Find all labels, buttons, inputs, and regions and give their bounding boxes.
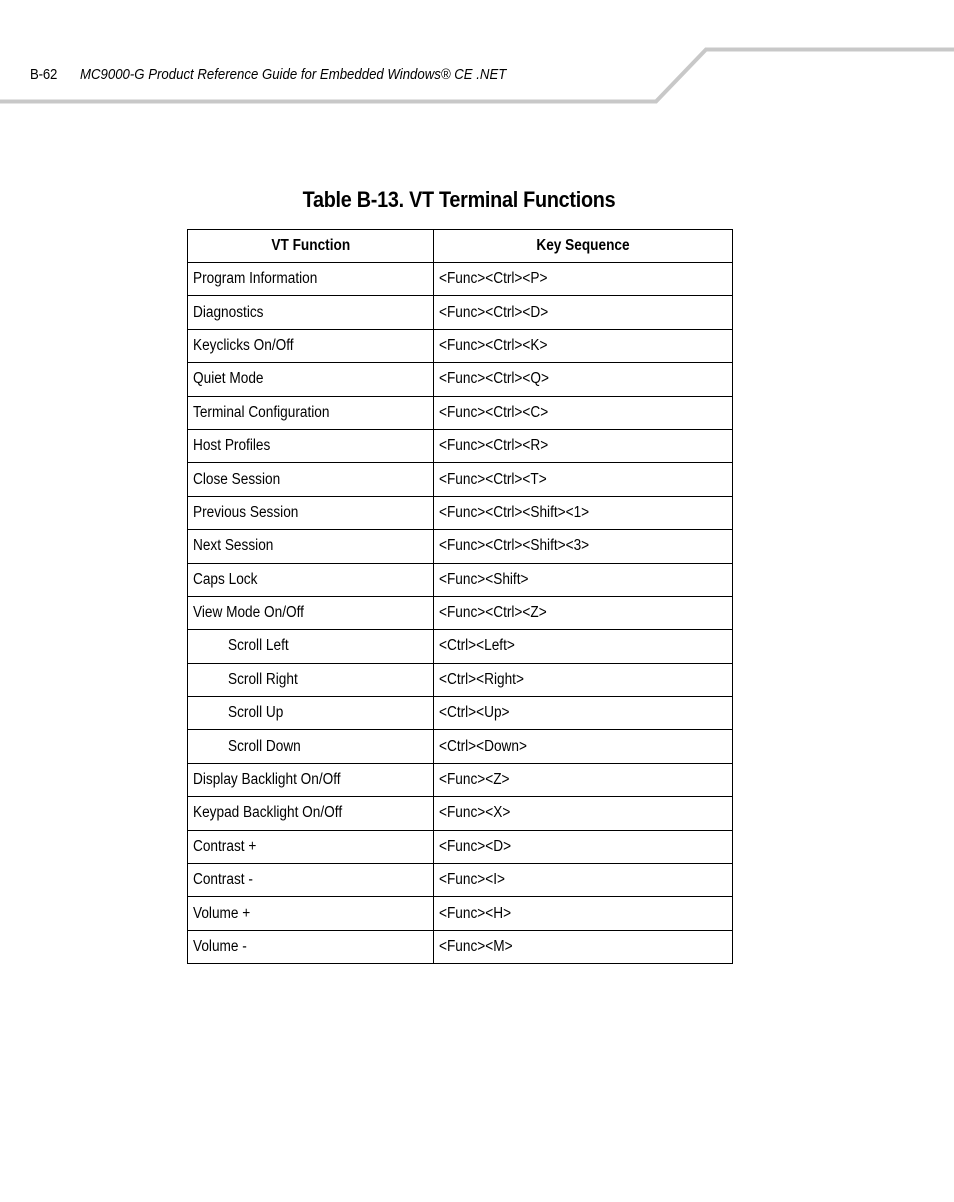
vt-function-cell: Quiet Mode: [188, 363, 434, 396]
table-header-row: [188, 230, 733, 263]
vt-functions-table: [187, 229, 733, 964]
vt-function-cell: Previous Session: [188, 496, 434, 529]
running-title: MC9000-G Product Reference Guide for Embedded Windows® CE .NET: [80, 66, 507, 83]
header-rule: [0, 0, 954, 110]
vt-function-cell: Host Profiles: [188, 429, 434, 462]
page-number: B-62: [30, 66, 58, 83]
vt-function-cell: Volume +: [188, 897, 434, 930]
vt-function-cell: Scroll Right: [188, 663, 434, 696]
table-row: [188, 730, 733, 763]
key-sequence-cell: <Func><I>: [434, 864, 733, 897]
vt-function-cell: Scroll Left: [188, 630, 434, 663]
key-sequence-cell: <Func><D>: [434, 830, 733, 863]
table-row: [188, 530, 733, 563]
vt-function-cell: Close Session: [188, 463, 434, 496]
column-header-key-sequence: Key Sequence: [434, 230, 733, 263]
table-row: [188, 830, 733, 863]
key-sequence-cell: <Func><H>: [434, 897, 733, 930]
key-sequence-cell: <Func><Ctrl><Shift><3>: [434, 530, 733, 563]
table-row: [188, 263, 733, 296]
table-row: [188, 897, 733, 930]
key-sequence-cell: <Func><Ctrl><Z>: [434, 596, 733, 629]
vt-function-cell: Scroll Up: [188, 697, 434, 730]
key-sequence-cell: <Func><Ctrl><Shift><1>: [434, 496, 733, 529]
table-row: [188, 930, 733, 963]
key-sequence-cell: <Ctrl><Left>: [434, 630, 733, 663]
table-title: Table B-13. VT Terminal Functions: [302, 187, 616, 212]
table-row: [188, 463, 733, 496]
key-sequence-cell: <Func><Shift>: [434, 563, 733, 596]
vt-function-cell: Caps Lock: [188, 563, 434, 596]
table-row: [188, 396, 733, 429]
table-row: [188, 763, 733, 796]
vt-function-cell: Keypad Backlight On/Off: [188, 797, 434, 830]
table-row: [188, 329, 733, 362]
vt-function-cell: Diagnostics: [188, 296, 434, 329]
table-row: [188, 496, 733, 529]
vt-function-cell: Terminal Configuration: [188, 396, 434, 429]
key-sequence-cell: <Func><Ctrl><Q>: [434, 363, 733, 396]
key-sequence-cell: <Ctrl><Up>: [434, 697, 733, 730]
table-row: [188, 429, 733, 462]
vt-function-cell: Contrast +: [188, 830, 434, 863]
key-sequence-cell: <Ctrl><Down>: [434, 730, 733, 763]
table-row: [188, 864, 733, 897]
table-row: [188, 296, 733, 329]
table-row: [188, 630, 733, 663]
key-sequence-cell: <Func><Z>: [434, 763, 733, 796]
vt-function-cell: Volume -: [188, 930, 434, 963]
key-sequence-cell: <Ctrl><Right>: [434, 663, 733, 696]
key-sequence-cell: <Func><Ctrl><C>: [434, 396, 733, 429]
vt-function-cell: Scroll Down: [188, 730, 434, 763]
vt-function-cell: Keyclicks On/Off: [188, 329, 434, 362]
key-sequence-cell: <Func><Ctrl><R>: [434, 429, 733, 462]
column-header-vt-function: VT Function: [188, 230, 434, 263]
table-row: [188, 697, 733, 730]
table-row: [188, 797, 733, 830]
key-sequence-cell: <Func><X>: [434, 797, 733, 830]
table-row: [188, 663, 733, 696]
table-row: [188, 363, 733, 396]
key-sequence-cell: <Func><Ctrl><P>: [434, 263, 733, 296]
vt-function-cell: Display Backlight On/Off: [188, 763, 434, 796]
vt-function-cell: Contrast -: [188, 864, 434, 897]
vt-function-cell: Program Information: [188, 263, 434, 296]
key-sequence-cell: <Func><Ctrl><K>: [434, 329, 733, 362]
table-row: [188, 563, 733, 596]
vt-function-cell: View Mode On/Off: [188, 596, 434, 629]
key-sequence-cell: <Func><M>: [434, 930, 733, 963]
key-sequence-cell: <Func><Ctrl><T>: [434, 463, 733, 496]
table-row: [188, 596, 733, 629]
vt-function-cell: Next Session: [188, 530, 434, 563]
key-sequence-cell: <Func><Ctrl><D>: [434, 296, 733, 329]
